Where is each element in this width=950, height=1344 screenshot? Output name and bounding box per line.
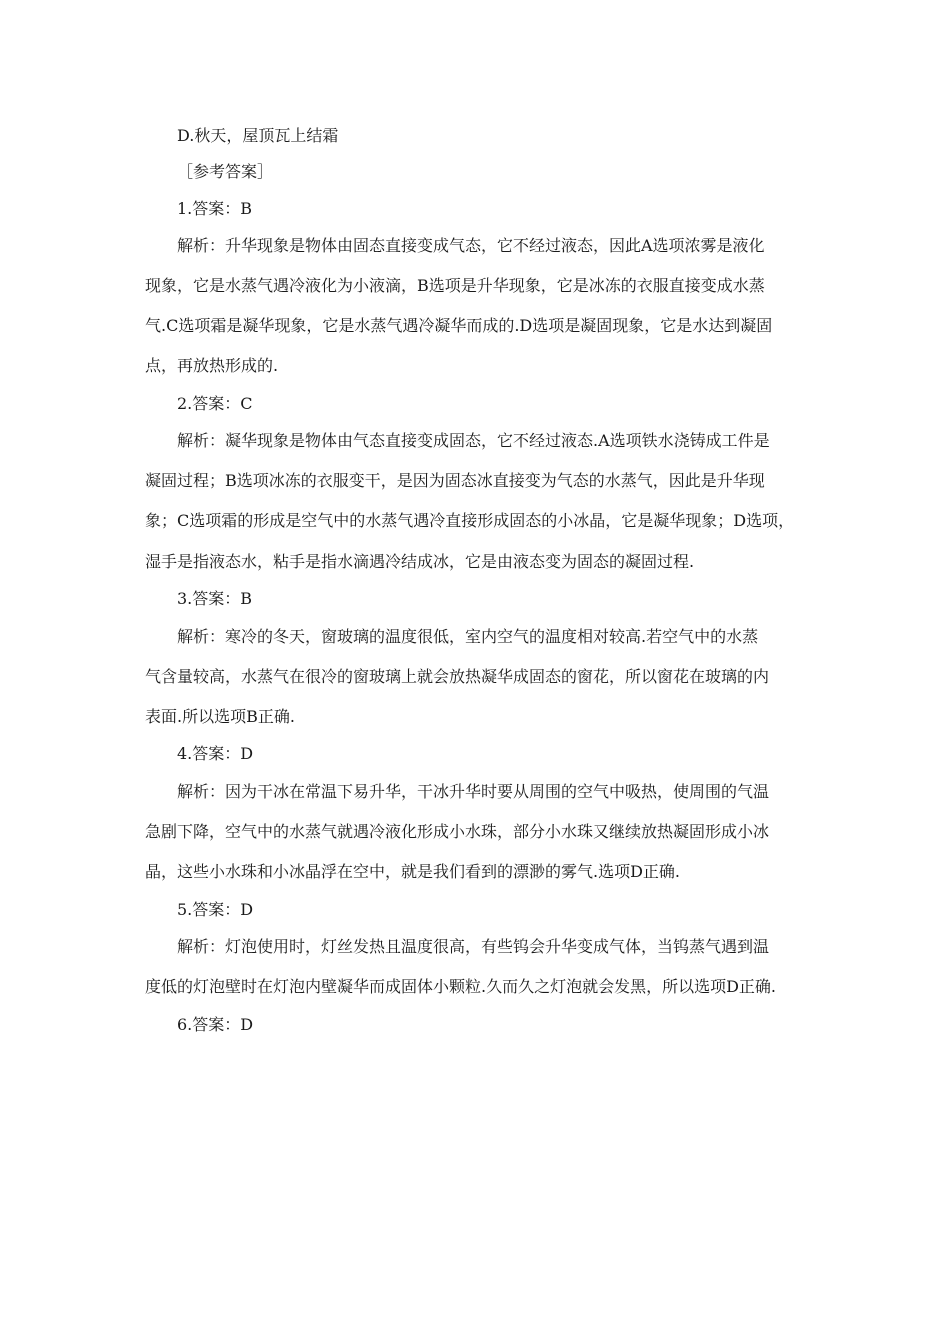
explanation-5-line-1: 解析：灯泡使用时，灯丝发热且温度很高，有些钨会升华变成气体，当钨蒸气遇到温	[177, 937, 770, 956]
explanation-1-line-2: 现象，它是水蒸气遇冷液化为小液滴，B选项是升华现象，它是冰冻的衣服直接变成水蒸	[145, 276, 765, 295]
explanation-3-line-1: 解析：寒冷的冬天，窗玻璃的温度很低，室内空气的温度相对较高.若空气中的水蒸	[177, 627, 759, 646]
answer-3: 3.答案：B	[177, 589, 253, 608]
option-d-text: D.秋天，屋顶瓦上结霜	[177, 126, 339, 145]
explanation-4-line-2: 急剧下降，空气中的水蒸气就遇冷液化形成小水珠，部分小水珠又继续放热凝固形成小冰	[145, 822, 770, 841]
answer-4: 4.答案：D	[177, 744, 254, 763]
explanation-3-line-3: 表面.所以选项B正确.	[145, 707, 295, 726]
explanation-5-line-2: 度低的灯泡壁时在灯泡内壁凝华而成固体小颗粒.久而久之灯泡就会发黑，所以选项D正确.	[145, 977, 777, 996]
explanation-1-line-4: 点，再放热形成的.	[145, 356, 279, 375]
answer-2: 2.答案：C	[177, 394, 253, 413]
explanation-2-line-1: 解析：凝华现象是物体由气态直接变成固态，它不经过液态.A选项铁水浇铸成工件是	[177, 431, 770, 450]
answer-5: 5.答案：D	[177, 900, 254, 919]
explanation-2-line-4: 湿手是指液态水，粘手是指水滴遇冷结成冰，它是由液态变为固态的凝固过程.	[145, 552, 695, 571]
explanation-3-line-2: 气含量较高，水蒸气在很冷的窗玻璃上就会放热凝华成固态的窗花，所以窗花在玻璃的内	[145, 667, 770, 686]
reference-answers-heading: ［参考答案］	[177, 162, 274, 181]
explanation-1-line-1: 解析：升华现象是物体由固态直接变成气态，它不经过液态，因此A选项浓雾是液化	[177, 236, 765, 255]
explanation-1-line-3: 气.C选项霜是凝华现象，它是水蒸气遇冷凝华而成的.D选项是凝固现象，它是水达到凝固	[145, 316, 773, 335]
explanation-2-line-3: 象；C选项霜的形成是空气中的水蒸气遇冷直接形成固态的小冰晶，它是凝华现象；D选项，	[145, 511, 795, 530]
explanation-4-line-1: 解析：因为干冰在常温下易升华，干冰升华时要从周围的空气中吸热，使周围的气温	[177, 782, 770, 801]
explanation-4-line-3: 晶，这些小水珠和小冰晶浮在空中，就是我们看到的漂渺的雾气.选项D正确.	[145, 862, 681, 881]
answer-1: 1.答案：B	[177, 199, 253, 218]
answer-6: 6.答案：D	[177, 1015, 254, 1034]
explanation-2-line-2: 凝固过程；B选项冰冻的衣服变干，是因为固态冰直接变为气态的水蒸气，因此是升华现	[145, 471, 765, 490]
